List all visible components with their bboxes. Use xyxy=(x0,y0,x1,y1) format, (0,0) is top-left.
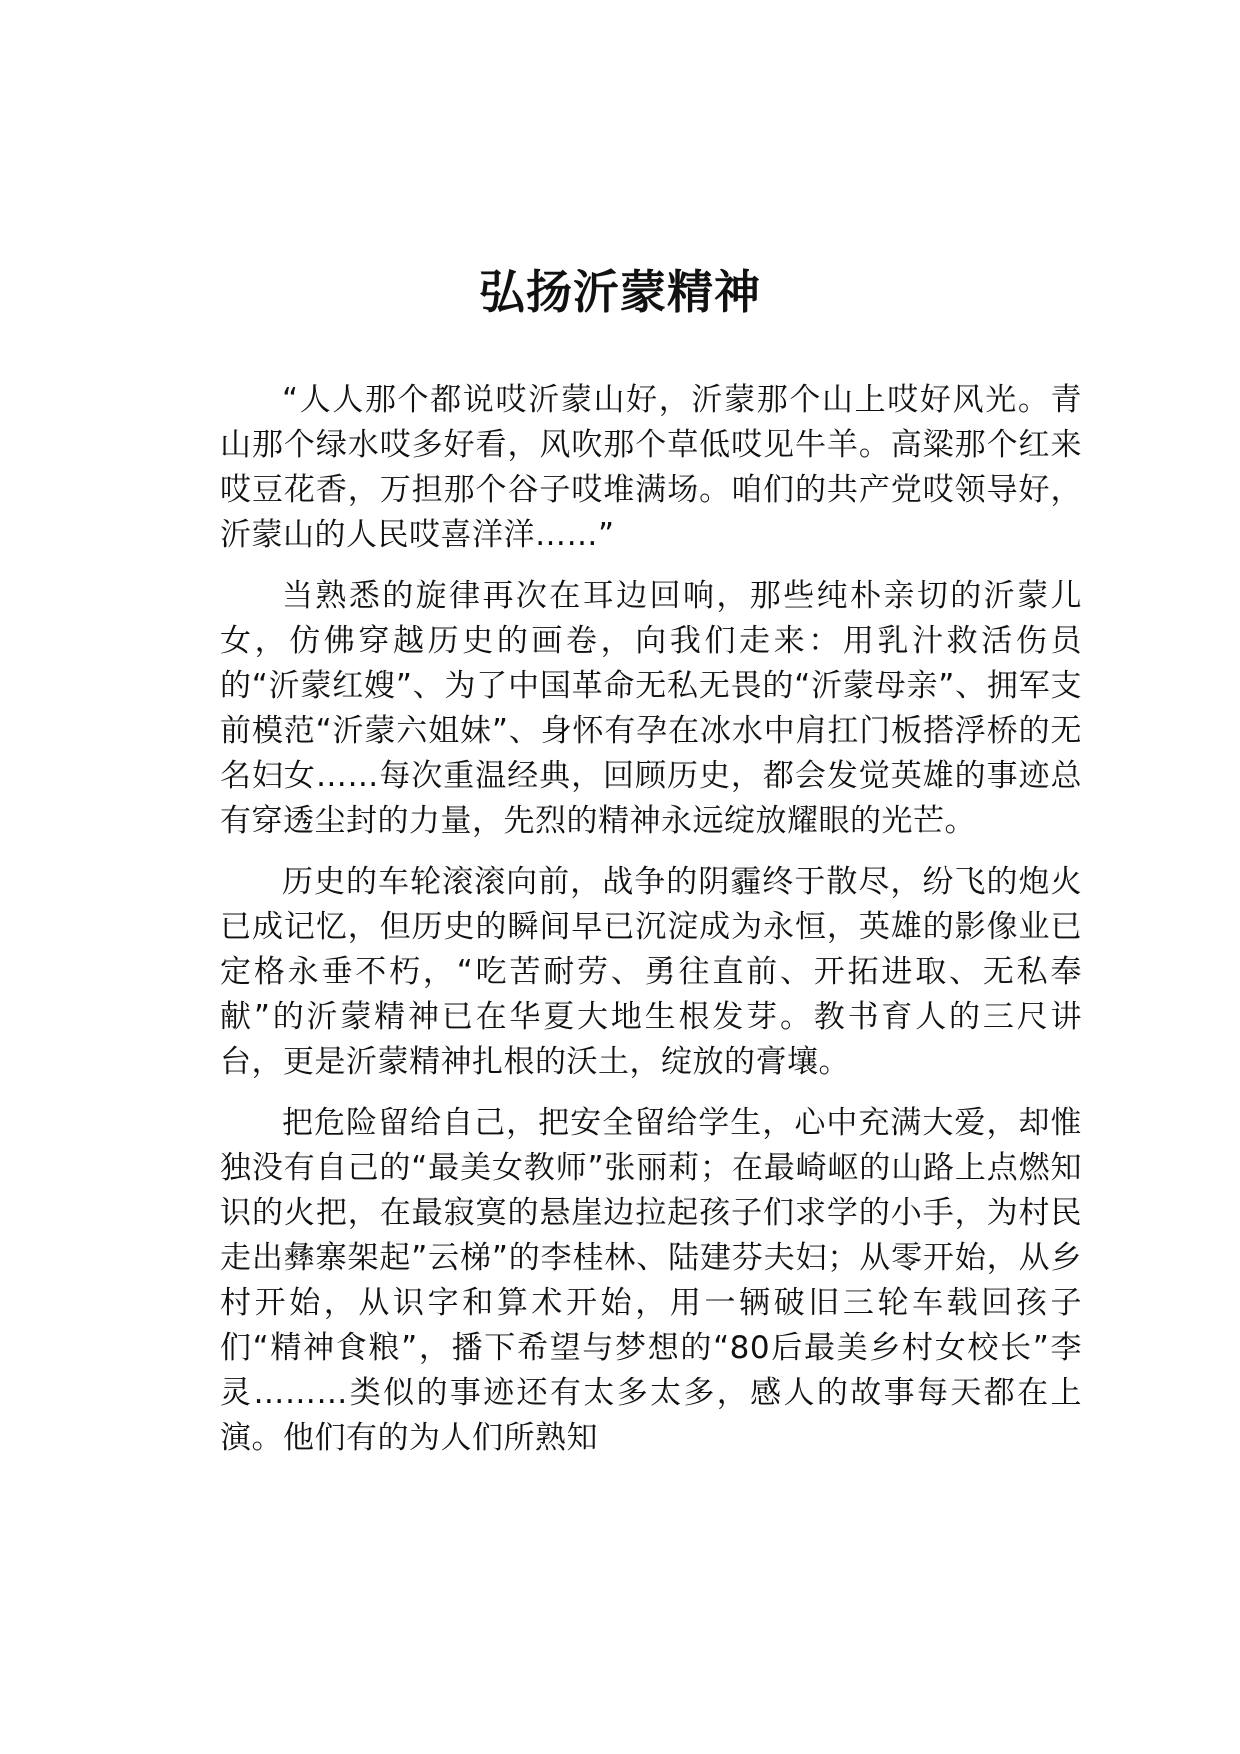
document-body xyxy=(220,378,1082,1477)
paragraph-3: 历史的车轮滚滚向前，战争的阴霾终于散尽，纷飞的炮火已成记忆，但历史的瞬间早已沉淀成为永恒，英雄的影像业已定格永垂不朽，“吃苦耐劳、勇往直前、开拓进取、无私奉献”的沂蒙精神已在华夏大地生根发芽。教书育人的三尺讲台，更是沂蒙精神扎根的沃土，绽放的膏壤。 xyxy=(220,864,1082,1080)
document-title: 弘扬沂蒙精神 xyxy=(479,265,761,319)
paragraph-4: 把危险留给自己，把安全留给学生，心中充满大爱，却惟独没有自己的“最美女教师”张丽莉；在最崎岖的山路上点燃知识的火把，在最寂寞的悬崖边拉起孩子们求学的小手，为村民走出彝寨架起”云梯”的李桂林、陆建芬夫妇；从零开始，从乡村开始，从识字和算术开始，用一辆破旧三轮车载回孩子们“精神食粮”，播下希望与梦想的“80后最美乡村女校长”李灵………类似的事迹还有太多太多，感人的故事每天都在上演。他们有的为人们所熟知 xyxy=(220,1105,1082,1456)
paragraph-1: “人人那个都说哎沂蒙山好，沂蒙那个山上哎好风光。青山那个绿水哎多好看，风吹那个草低哎见牛羊。高粱那个红来哎豆花香，万担那个谷子哎堆满场。咱们的共产党哎领导好，沂蒙山的人民哎喜洋洋……” xyxy=(220,382,1082,553)
paragraph-2: 当熟悉的旋律再次在耳边回响，那些纯朴亲切的沂蒙儿女，仿佛穿越历史的画卷，向我们走来：用乳汁救活伤员的“沂蒙红嫂”、为了中国革命无私无畏的“沂蒙母亲”、拥军支前模范“沂蒙六姐妹”、身怀有孕在冰水中肩扛门板搭浮桥的无名妇女……每次重温经典，回顾历史，都会发觉英雄的事迹总有穿透尘封的力量，先烈的精神永远绽放耀眼的光芒。 xyxy=(220,578,1082,839)
